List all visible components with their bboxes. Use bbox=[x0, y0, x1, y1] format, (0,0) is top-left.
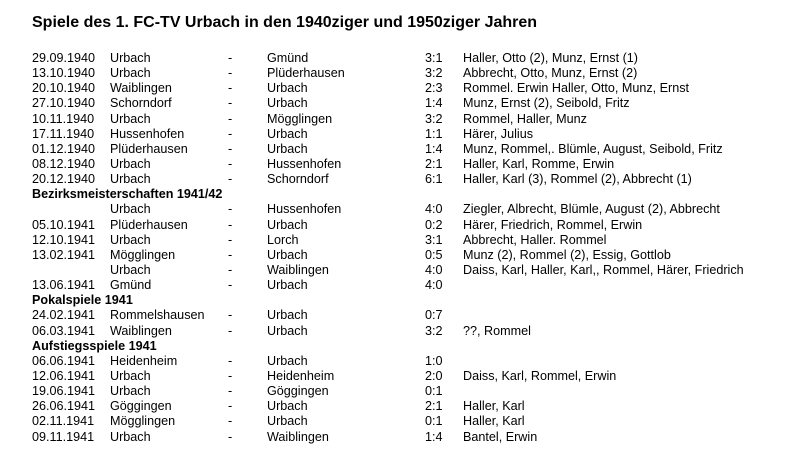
away-team: Urbach bbox=[267, 278, 308, 293]
home-team: Hussenhofen bbox=[110, 126, 185, 141]
away-team: Urbach bbox=[267, 217, 308, 232]
home-team: Urbach bbox=[110, 66, 151, 81]
home-team: Rommelshausen bbox=[110, 308, 205, 323]
section-heading bbox=[32, 187, 772, 202]
match-row bbox=[32, 51, 772, 66]
match-date: 06.03.1941 bbox=[32, 323, 96, 338]
separator: - bbox=[228, 323, 233, 338]
goal-scorers: Haller, Karl, Romme, Erwin bbox=[463, 156, 615, 171]
match-row bbox=[32, 202, 772, 217]
match-row bbox=[32, 263, 772, 278]
home-team: Urbach bbox=[110, 172, 151, 187]
match-row bbox=[32, 81, 772, 96]
away-team: Urbach bbox=[267, 141, 308, 156]
separator: - bbox=[228, 308, 233, 323]
separator: - bbox=[228, 414, 233, 429]
separator: - bbox=[228, 126, 233, 141]
match-score: 1:4 bbox=[425, 96, 443, 111]
separator: - bbox=[228, 429, 233, 444]
match-date: 05.10.1941 bbox=[32, 217, 96, 232]
page-title: Spiele des 1. FC-TV Urbach in den 1940ziger und 1950ziger Jahren bbox=[32, 14, 538, 31]
away-team: Urbach bbox=[267, 353, 308, 368]
away-team: Urbach bbox=[267, 96, 308, 111]
match-score: 0:2 bbox=[425, 217, 443, 232]
home-team: Urbach bbox=[110, 202, 151, 217]
match-score: 6:1 bbox=[425, 172, 443, 187]
separator: - bbox=[228, 96, 233, 111]
match-date: 13.06.1941 bbox=[32, 278, 96, 293]
away-team: Schorndorf bbox=[267, 172, 329, 187]
home-team: Urbach bbox=[110, 51, 151, 65]
match-score: 2:1 bbox=[425, 399, 443, 414]
goal-scorers: Rommel, Haller, Munz bbox=[463, 111, 587, 126]
away-team: Waiblingen bbox=[267, 262, 329, 277]
separator: - bbox=[228, 247, 233, 262]
match-date: 29.09.1940 bbox=[32, 51, 96, 65]
separator: - bbox=[228, 278, 233, 293]
match-score: 4:0 bbox=[425, 262, 443, 277]
goal-scorers: Abbrecht, Haller. Rommel bbox=[463, 232, 607, 247]
goal-scorers: Haller, Karl bbox=[463, 399, 525, 414]
separator: - bbox=[228, 217, 233, 232]
separator: - bbox=[228, 81, 233, 96]
separator: - bbox=[228, 262, 233, 277]
match-row bbox=[32, 278, 772, 293]
match-score: 1:4 bbox=[425, 429, 443, 444]
match-date: 19.06.1941 bbox=[32, 384, 96, 399]
separator: - bbox=[228, 51, 233, 65]
goal-scorers: Haller, Otto (2), Munz, Ernst (1) bbox=[463, 51, 638, 65]
match-row bbox=[32, 308, 772, 323]
separator: - bbox=[228, 172, 233, 187]
away-team: Plüderhausen bbox=[267, 66, 345, 81]
match-date: 01.12.1940 bbox=[32, 141, 96, 156]
away-team: Urbach bbox=[267, 414, 308, 429]
match-date: 20.12.1940 bbox=[32, 172, 96, 187]
goal-scorers: Haller, Karl bbox=[463, 414, 525, 429]
separator: - bbox=[228, 111, 233, 126]
away-team: Urbach bbox=[267, 308, 308, 323]
away-team: Lorch bbox=[267, 232, 299, 247]
separator: - bbox=[228, 384, 233, 399]
match-score: 0:1 bbox=[425, 384, 443, 399]
separator: - bbox=[228, 399, 233, 414]
match-score: 1:1 bbox=[425, 126, 443, 141]
away-team: Urbach bbox=[267, 126, 308, 141]
match-date: 02.11.1941 bbox=[32, 414, 95, 429]
section-label: Pokalspiele 1941 bbox=[32, 293, 133, 308]
match-row bbox=[32, 218, 772, 233]
goal-scorers: Munz (2), Rommel (2), Essig, Gottlob bbox=[463, 247, 671, 262]
home-team: Urbach bbox=[110, 429, 151, 444]
match-row bbox=[32, 399, 772, 414]
match-date: 13.02.1941 bbox=[32, 247, 96, 262]
match-score: 1:0 bbox=[425, 353, 443, 368]
match-date: 24.02.1941 bbox=[32, 308, 96, 323]
away-team: Mögglingen bbox=[267, 111, 333, 126]
match-score: 3:1 bbox=[425, 232, 443, 247]
home-team: Schorndorf bbox=[110, 96, 172, 111]
match-score: 2:3 bbox=[425, 81, 443, 96]
away-team: Waiblingen bbox=[267, 429, 329, 444]
home-team: Urbach bbox=[110, 368, 151, 383]
goal-scorers: Haller, Karl (3), Rommel (2), Abbrecht (1) bbox=[463, 172, 692, 187]
match-row bbox=[32, 248, 772, 263]
section-label: Aufstiegsspiele 1941 bbox=[32, 338, 157, 353]
match-row bbox=[32, 354, 772, 369]
away-team: Göggingen bbox=[267, 384, 329, 399]
match-date: 12.10.1941 bbox=[32, 232, 96, 247]
match-score: 4:0 bbox=[425, 278, 443, 293]
home-team: Waiblingen bbox=[110, 81, 172, 96]
match-row bbox=[32, 430, 772, 445]
match-date: 09.11.1941 bbox=[32, 429, 95, 444]
home-team: Plüderhausen bbox=[110, 217, 188, 232]
home-team: Heidenheim bbox=[110, 353, 178, 368]
match-score: 3:2 bbox=[425, 323, 443, 338]
separator: - bbox=[228, 156, 233, 171]
home-team: Waiblingen bbox=[110, 323, 172, 338]
home-team: Gmünd bbox=[110, 278, 152, 293]
match-score: 3:1 bbox=[425, 51, 443, 65]
match-score: 0:5 bbox=[425, 247, 443, 262]
match-date: 10.11.1940 bbox=[32, 111, 95, 126]
match-date: 20.10.1940 bbox=[32, 81, 96, 96]
away-team: Urbach bbox=[267, 247, 308, 262]
separator: - bbox=[228, 368, 233, 383]
home-team: Urbach bbox=[110, 156, 151, 171]
match-row bbox=[32, 66, 772, 81]
match-row bbox=[32, 384, 772, 399]
match-row bbox=[32, 142, 772, 157]
match-score: 3:2 bbox=[425, 66, 443, 81]
goal-scorers: Abbrecht, Otto, Munz, Ernst (2) bbox=[463, 66, 638, 81]
match-score: 2:1 bbox=[425, 156, 443, 171]
home-team: Plüderhausen bbox=[110, 141, 188, 156]
separator: - bbox=[228, 232, 233, 247]
away-team: Urbach bbox=[267, 399, 308, 414]
away-team: Gmünd bbox=[267, 51, 309, 65]
match-row bbox=[32, 233, 772, 248]
match-row bbox=[32, 157, 772, 172]
section-heading bbox=[32, 293, 772, 308]
goal-scorers: Daiss, Karl, Rommel, Erwin bbox=[463, 368, 617, 383]
match-score: 1:4 bbox=[425, 141, 443, 156]
match-score: 0:7 bbox=[425, 308, 443, 323]
goal-scorers: Härer, Julius bbox=[463, 126, 533, 141]
match-date: 27.10.1940 bbox=[32, 96, 96, 111]
match-row bbox=[32, 369, 772, 384]
match-score: 0:1 bbox=[425, 414, 443, 429]
away-team: Heidenheim bbox=[267, 368, 335, 383]
match-row bbox=[32, 172, 772, 187]
goal-scorers: Ziegler, Albrecht, Blümle, August (2), Abbrecht bbox=[463, 202, 720, 217]
match-row bbox=[32, 324, 772, 339]
match-score: 2:0 bbox=[425, 368, 443, 383]
goal-scorers: Daiss, Karl, Haller, Karl,, Rommel, Härer, Friedrich bbox=[463, 262, 744, 277]
match-row bbox=[32, 112, 772, 127]
match-date: 13.10.1940 bbox=[32, 66, 96, 81]
away-team: Hussenhofen bbox=[267, 202, 342, 217]
match-row bbox=[32, 127, 772, 142]
home-team: Urbach bbox=[110, 111, 151, 126]
separator: - bbox=[228, 66, 233, 81]
away-team: Urbach bbox=[267, 323, 308, 338]
goal-scorers: ??, Rommel bbox=[463, 323, 531, 338]
match-row bbox=[32, 96, 772, 111]
home-team: Mögglingen bbox=[110, 414, 176, 429]
goal-scorers: Munz, Ernst (2), Seibold, Fritz bbox=[463, 96, 630, 111]
match-score: 4:0 bbox=[425, 202, 443, 217]
goal-scorers: Rommel. Erwin Haller, Otto, Munz, Ernst bbox=[463, 81, 690, 96]
section-label: Bezirksmeisterschaften 1941/42 bbox=[32, 187, 223, 202]
home-team: Urbach bbox=[110, 384, 151, 399]
results-table bbox=[32, 51, 772, 445]
separator: - bbox=[228, 141, 233, 156]
section-heading bbox=[32, 339, 772, 354]
goal-scorers: Munz, Rommel,. Blümle, August, Seibold, Fritz bbox=[463, 141, 723, 156]
match-date: 08.12.1940 bbox=[32, 156, 96, 171]
match-row bbox=[32, 414, 772, 429]
goal-scorers: Härer, Friedrich, Rommel, Erwin bbox=[463, 217, 643, 232]
goal-scorers: Bantel, Erwin bbox=[463, 429, 538, 444]
away-team: Urbach bbox=[267, 81, 308, 96]
match-date: 06.06.1941 bbox=[32, 353, 96, 368]
home-team: Urbach bbox=[110, 232, 151, 247]
home-team: Göggingen bbox=[110, 399, 172, 414]
match-date: 12.06.1941 bbox=[32, 368, 96, 383]
match-score: 3:2 bbox=[425, 111, 443, 126]
separator: - bbox=[228, 353, 233, 368]
home-team: Mögglingen bbox=[110, 247, 176, 262]
away-team: Hussenhofen bbox=[267, 156, 342, 171]
separator: - bbox=[228, 202, 233, 217]
match-date: 26.06.1941 bbox=[32, 399, 96, 414]
home-team: Urbach bbox=[110, 262, 151, 277]
match-date: 17.11.1940 bbox=[32, 126, 95, 141]
